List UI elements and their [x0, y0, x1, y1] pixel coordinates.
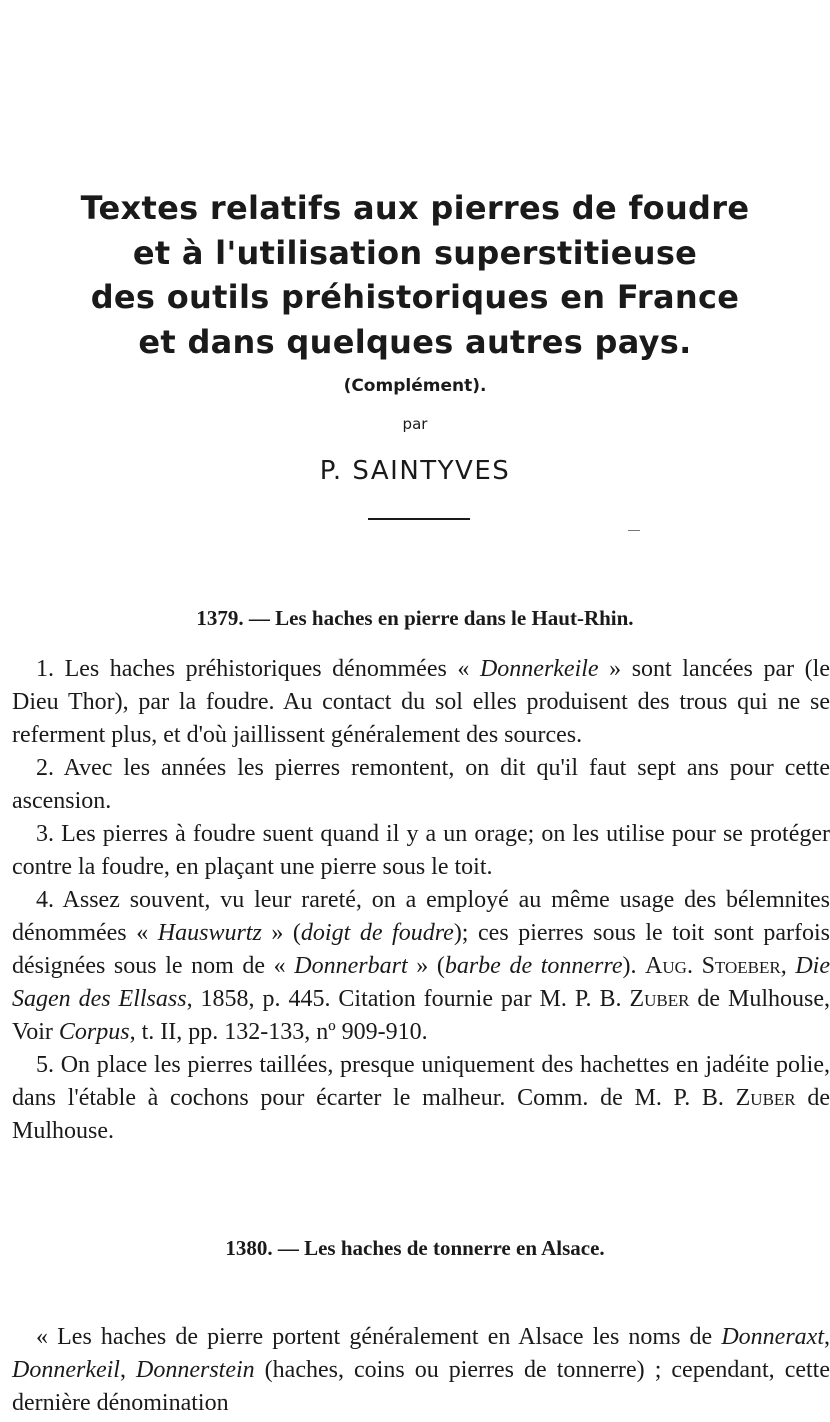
italic-term: Donneraxt: [721, 1324, 824, 1350]
title-divider: [368, 518, 470, 520]
text-run: de Mulhouse, Voir: [12, 986, 830, 1045]
text-run: de Mulhouse.: [12, 1085, 830, 1144]
italic-term: Donnerstein: [136, 1357, 255, 1383]
paragraph: [12, 653, 830, 752]
paragraph: [12, 818, 830, 884]
section-heading-1379: 1379. — Les haches en pierre dans le Haut-Rhin.: [196, 606, 634, 630]
title-line: et dans quelques autres pays.: [138, 322, 692, 361]
text-run: » (: [261, 920, 301, 946]
text-run: ,: [780, 953, 796, 979]
small-caps-name: Zuber: [629, 986, 690, 1012]
text-run: ,: [824, 1324, 830, 1350]
italic-term: Hauswurtz: [157, 920, 262, 946]
text-run: , t. II, pp. 132-133, nº 909-910.: [129, 1019, 428, 1045]
byline-par: par: [402, 415, 428, 433]
italic-term: Corpus: [58, 1019, 130, 1045]
italic-term: Die Sagen des Ellsass: [12, 953, 830, 1012]
text-run: ); ces pierres sous le toit sont parfois désignées sous le nom de «: [12, 920, 830, 979]
subtitle-complement: (Complément).: [343, 376, 487, 396]
text-run: 2. Avec les années les pierres remontent, on dit qu'il faut sept ans pour cette ascension.: [12, 755, 830, 814]
small-caps-name: Zuber: [735, 1085, 796, 1111]
text-run: (haches, coins ou pierres de tonnerre) ; cependant, cette dernière dénomination: [12, 1357, 830, 1416]
italic-term: Donnerkeil: [12, 1357, 120, 1383]
italic-term: doigt de foudre: [300, 920, 454, 946]
text-run: « Les haches de pierre portent généralement en Alsace les noms de: [36, 1324, 722, 1350]
text-run: » (: [407, 953, 445, 979]
text-run: » sont lancées par (le Dieu Thor), par la foudre. Au contact du sol elles produisent des trous qui ne se referment plus, et d'où jaillissent généralement des sources.: [12, 656, 830, 748]
text-run: 5. On place les pierres taillées, presque uniquement des hachettes en jadéite polie, dans l'étable à cochons pour écarter le malheur. Comm. de M. P. B.: [12, 1052, 830, 1111]
section-body-1380: [12, 1321, 830, 1420]
text-run: ).: [622, 953, 646, 979]
italic-term: Donnerkeile: [479, 656, 599, 682]
text-run: , 1858, p. 445. Citation fournie par M. P. B.: [186, 986, 630, 1012]
title-line: des outils préhistoriques en France: [90, 278, 740, 316]
paragraph: [12, 1321, 830, 1420]
italic-term: barbe de tonnerre: [444, 953, 623, 979]
title-line: Textes relatifs aux pierres de foudre: [80, 189, 750, 227]
print-speck: [628, 530, 640, 531]
text-run: 1. Les haches préhistoriques dénommées «: [36, 656, 480, 682]
paragraph: [12, 752, 830, 818]
author-name: P. SAINTYVES: [319, 456, 511, 486]
article-title: [20, 186, 810, 364]
title-line: et à l'utilisation superstitieuse: [132, 233, 698, 272]
section-body-1379: [12, 653, 830, 1148]
text-run: ,: [119, 1357, 136, 1383]
italic-term: Donnerbart: [294, 953, 408, 979]
small-caps-name: Aug. Stoeber: [645, 953, 781, 979]
paragraph: [12, 884, 830, 1049]
text-run: 4. Assez souvent, vu leur rareté, on a employé au même usage des bélemnites dénommées «: [12, 887, 830, 946]
section-heading-1380: 1380. — Les haches de tonnerre en Alsace.: [225, 1236, 605, 1260]
text-run: 3. Les pierres à foudre suent quand il y a un orage; on les utilise pour se protéger contre la foudre, en plaçant une pierre sous le toit.: [12, 821, 830, 880]
paragraph: [12, 1049, 830, 1148]
